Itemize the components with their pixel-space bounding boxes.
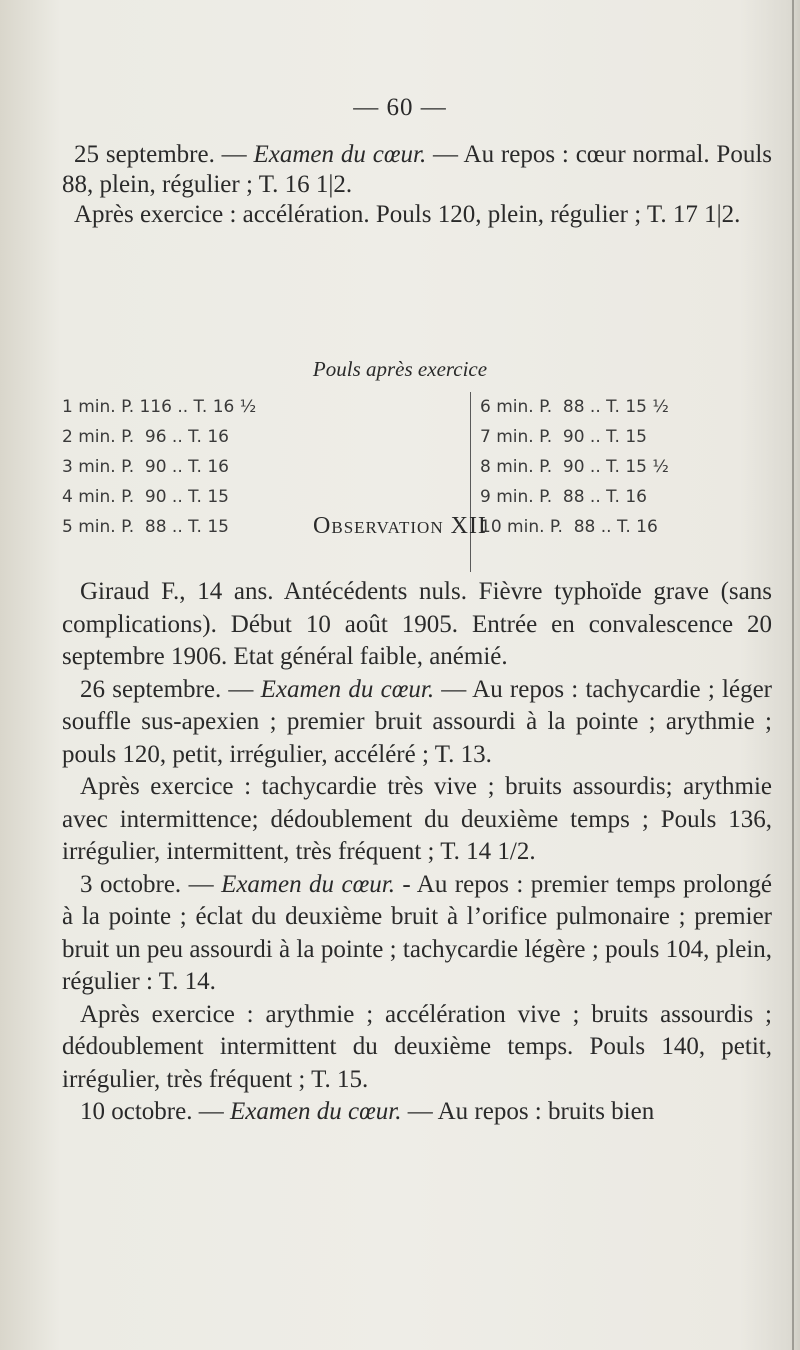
body-paragraph-6: 10 octobre. — Examen du cœur. — Au repos : bruits bien [80,1098,655,1125]
intro-section [62,140,772,230]
exam-heading: Examen du cœur. [229,1098,402,1125]
exam-heading: Examen du cœur. [253,141,427,168]
page-number: — 60 — [353,94,447,121]
body-paragraph-3: Après exercice : tachycardie très vive ; bruits assourdis; arythmie avec intermittence; dédoublement du deuxième temps ; Pouls 136, irrégulier, intermittent, très fréquent ; T. 14 1/2. [62,773,772,865]
observation-body [62,576,772,1129]
table-row: 2 min. P. 96 .. T. 16 [62,427,229,447]
table-row: 6 min. P. 88 .. T. 15 ½ [480,397,669,417]
table-row: 10 min. P. 88 .. T. 16 [480,517,658,537]
body-paragraph-4: 3 octobre. — Examen du cœur. - Au repos : premier temps prolongé à la pointe ; éclat du deuxième bruit à l’orifice pulmonaire ; premier bruit un peu assourdi à la pointe ; tachycardie légère ; pouls 104, plein, régulier : T. 14. [62,870,772,995]
body-paragraph-2: 26 septembre. — Examen du cœur. — Au repos : tachycardie ; léger souffle sus-apexien ; premier bruit assourdi à la pointe ; arythmie ; pouls 120, petit, irrégulier, accéléré ; T. 13. [62,675,772,768]
table-row: 9 min. P. 88 .. T. 16 [480,487,647,507]
table-caption: Pouls après exercice [312,357,488,381]
exam-heading: Examen du cœur. [221,870,395,898]
intro-paragraph-1: 25 septembre. — Examen du cœur. — Au repos : cœur normal. Pouls 88, plein, régulier ; T. 16 1|2. [62,141,772,198]
table-row: 5 min. P. 88 .. T. 15 [62,517,229,537]
body-paragraph-1: Giraud F., 14 ans. Antécédents nuls. Fièvre typhoïde grave (sans complications). Début 10 août 1905. Entrée en convalescence 20 septembre 1906. Etat général faible, anémié. [62,578,772,670]
column-divider [470,392,471,572]
table-row: 4 min. P. 90 .. T. 15 [62,487,229,507]
table-row: 3 min. P. 90 .. T. 16 [62,457,229,477]
page-edge-shadow [792,0,794,1350]
body-paragraph-5: Après exercice : arythmie ; accélération vive ; bruits assourdis ; dédoublement intermittent du deuxième temps. Pouls 140, petit, irrégulier, très fréquent ; T. 15. [62,1000,772,1093]
table-row: 1 min. P. 116 .. T. 16 ½ [62,397,257,417]
table-row: 8 min. P. 90 .. T. 15 ½ [480,457,669,477]
exam-heading: Examen du cœur. [260,675,435,703]
observation-title: Observation XII [313,513,487,539]
intro-paragraph-2: Après exercice : accélération. Pouls 120, plein, régulier ; T. 17 1|2. [74,201,741,228]
pulse-table [62,392,772,572]
table-row: 7 min. P. 90 .. T. 15 [480,427,647,447]
